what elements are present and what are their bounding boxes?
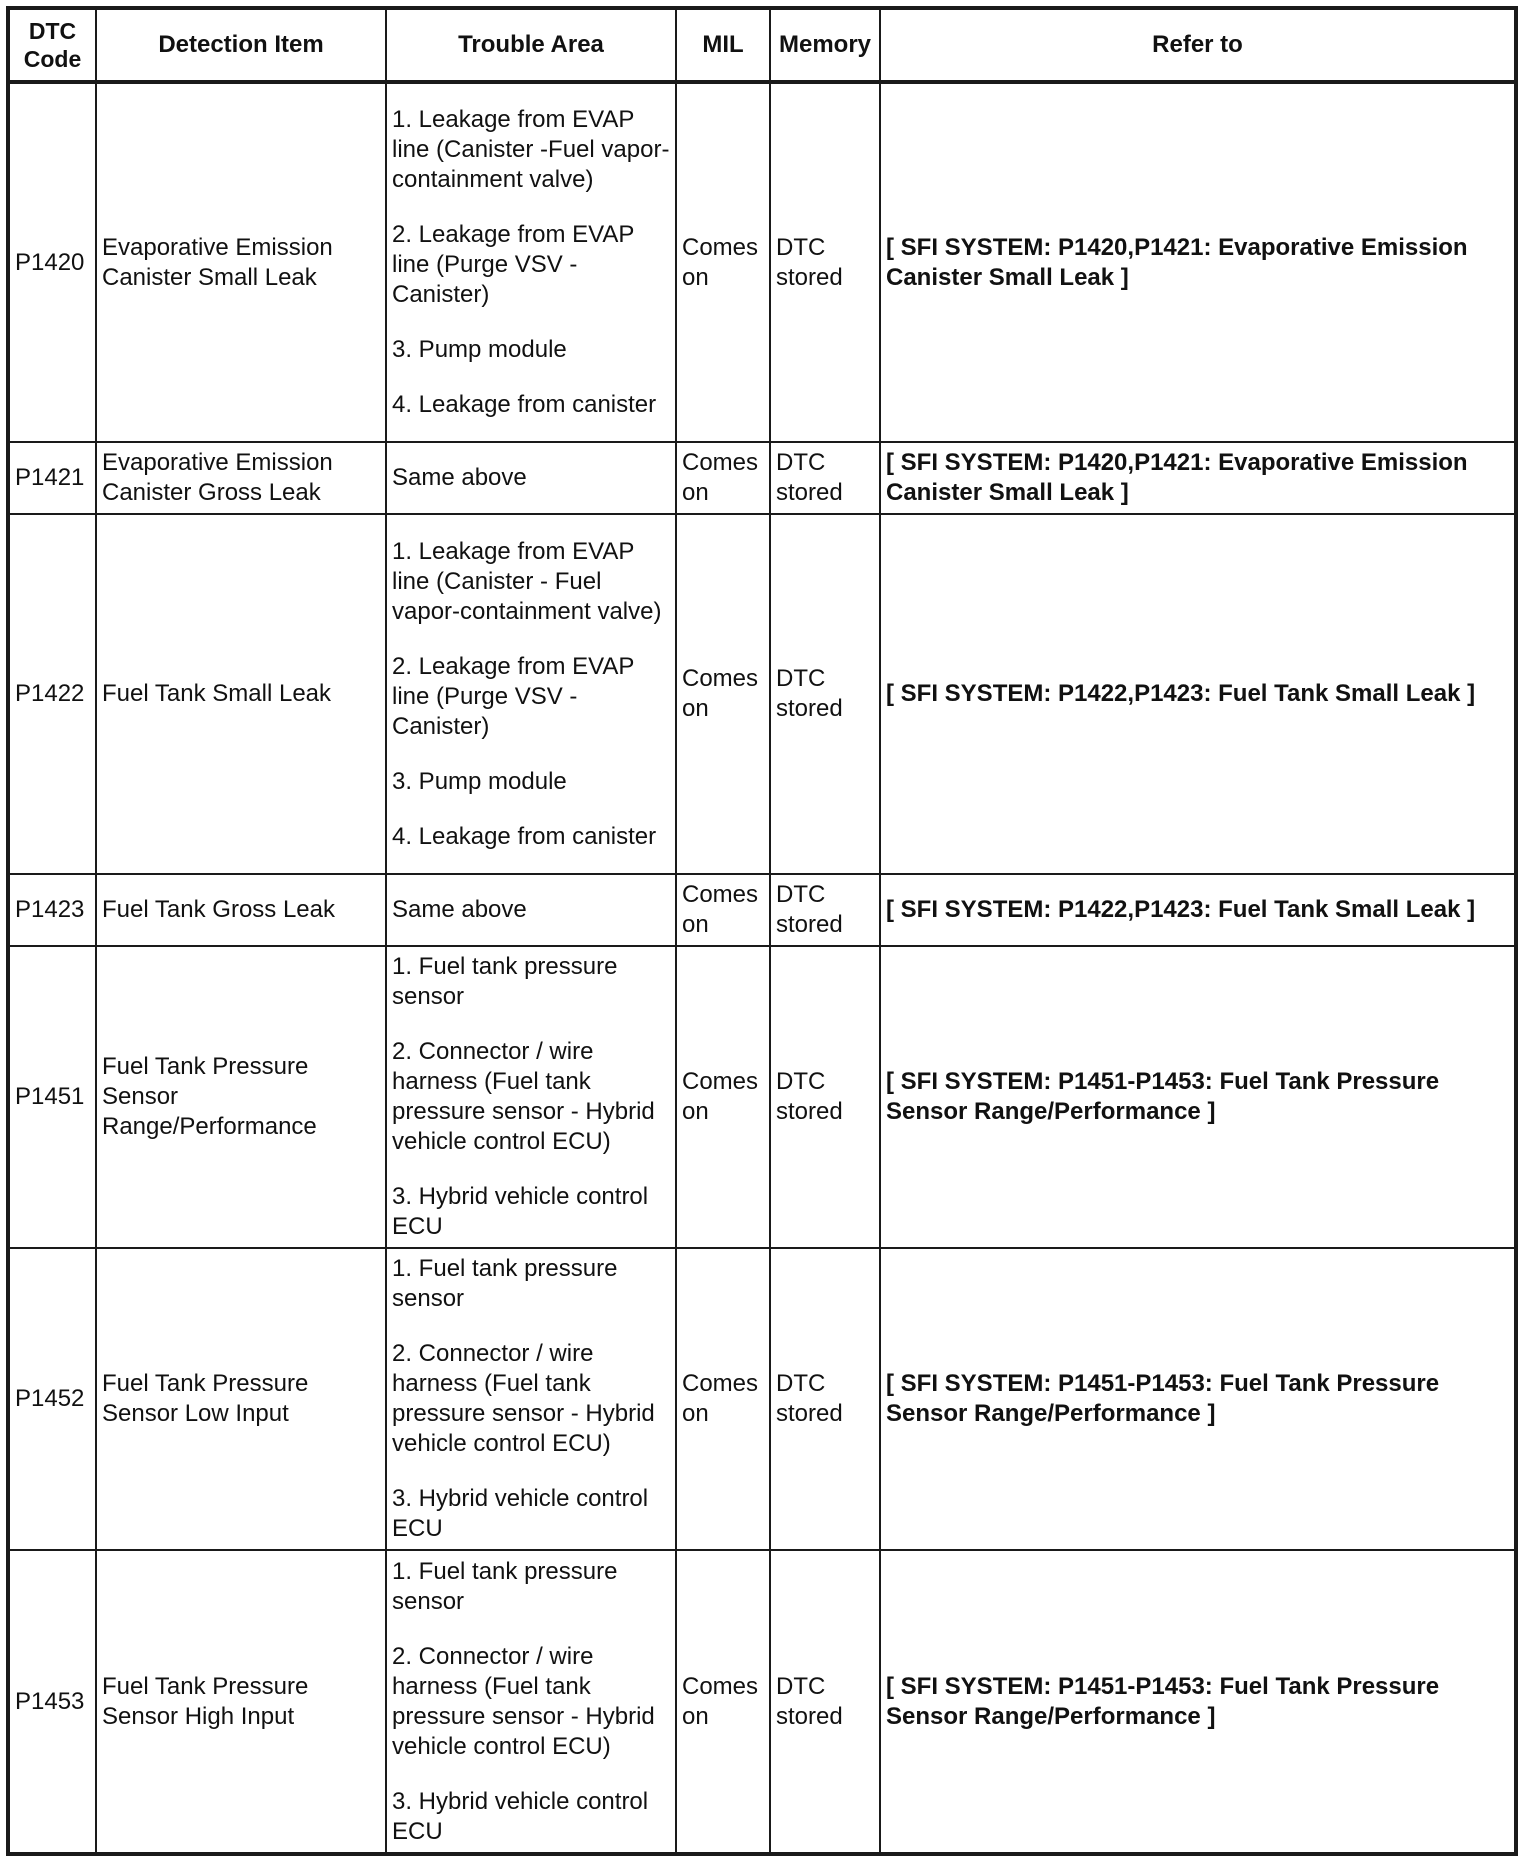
refer-to-cell: [ SFI SYSTEM: P1451-P1453: Fuel Tank Pressure Sensor Range/Performance ] (880, 1248, 1516, 1550)
dtc-code-cell: P1422 (8, 514, 96, 874)
trouble-area-item: 2. Connector / wire harness (Fuel tank pressure sensor - Hybrid vehicle control ECU) (392, 1642, 655, 1760)
memory-cell: DTC stored (770, 442, 880, 514)
dtc-code-cell: P1420 (8, 82, 96, 442)
dtc-code-cell: P1423 (8, 874, 96, 946)
mil-cell: Comes on (676, 514, 770, 874)
table-row (8, 442, 1516, 514)
table-row (8, 1550, 1516, 1854)
header-trouble-area: Trouble Area (386, 8, 676, 82)
mil-cell: Comes on (676, 1550, 770, 1854)
table-row (8, 82, 1516, 442)
refer-to-cell: [ SFI SYSTEM: P1451-P1453: Fuel Tank Pressure Sensor Range/Performance ] (880, 1550, 1516, 1854)
refer-to-cell: [ SFI SYSTEM: P1451-P1453: Fuel Tank Pressure Sensor Range/Performance ] (880, 946, 1516, 1248)
header-detection-item: Detection Item (96, 8, 386, 82)
dtc-code-cell: P1453 (8, 1550, 96, 1854)
memory-cell: DTC stored (770, 82, 880, 442)
table-body (8, 82, 1516, 1854)
memory-cell: DTC stored (770, 514, 880, 874)
table-row (8, 946, 1516, 1248)
header-refer-to: Refer to (880, 8, 1516, 82)
trouble-area-item: 3. Pump module (392, 767, 567, 795)
trouble-area-item: Same above (392, 464, 527, 491)
trouble-area-cell (386, 514, 676, 874)
header-mil: MIL (676, 8, 770, 82)
trouble-area-cell (386, 82, 676, 442)
trouble-area-item: 3. Hybrid vehicle control ECU (392, 1787, 649, 1845)
dtc-table-container (6, 6, 1518, 1856)
mil-cell: Comes on (676, 442, 770, 514)
trouble-area-cell (386, 874, 676, 946)
refer-to-cell: [ SFI SYSTEM: P1422,P1423: Fuel Tank Small Leak ] (880, 874, 1516, 946)
header-memory: Memory (770, 8, 880, 82)
trouble-area-item: 3. Hybrid vehicle control ECU (392, 1183, 649, 1240)
trouble-area-item: Same above (392, 896, 527, 923)
trouble-area-item: 2. Leakage from EVAP line (Purge VSV - Canister) (392, 221, 634, 308)
dtc-code-cell: P1421 (8, 442, 96, 514)
mil-cell: Comes on (676, 82, 770, 442)
detection-item-cell: Fuel Tank Pressure Sensor High Input (96, 1550, 386, 1854)
header-dtc-code: DTC Code (8, 8, 96, 82)
table-row (8, 1248, 1516, 1550)
trouble-area-item: 1. Fuel tank pressure sensor (392, 1557, 618, 1615)
detection-item-cell: Fuel Tank Pressure Sensor Low Input (96, 1248, 386, 1550)
header-row (8, 8, 1516, 82)
detection-item-cell: Fuel Tank Pressure Sensor Range/Performance (96, 946, 386, 1248)
mil-cell: Comes on (676, 1248, 770, 1550)
trouble-area-item: 3. Hybrid vehicle control ECU (392, 1485, 649, 1542)
detection-item-cell: Fuel Tank Small Leak (96, 514, 386, 874)
trouble-area-item: 1. Fuel tank pressure sensor (392, 1255, 618, 1312)
detection-item-cell: Evaporative Emission Canister Small Leak (96, 82, 386, 442)
trouble-area-cell (386, 442, 676, 514)
table-row (8, 874, 1516, 946)
trouble-area-item: 1. Fuel tank pressure sensor (392, 953, 618, 1010)
memory-cell: DTC stored (770, 1248, 880, 1550)
memory-cell: DTC stored (770, 946, 880, 1248)
trouble-area-item: 2. Connector / wire harness (Fuel tank pressure sensor - Hybrid vehicle control ECU) (392, 1038, 655, 1155)
mil-cell: Comes on (676, 946, 770, 1248)
refer-to-cell: [ SFI SYSTEM: P1420,P1421: Evaporative Emission Canister Small Leak ] (880, 442, 1516, 514)
memory-cell: DTC stored (770, 1550, 880, 1854)
trouble-area-item: 4. Leakage from canister (392, 822, 657, 850)
refer-to-cell: [ SFI SYSTEM: P1420,P1421: Evaporative Emission Canister Small Leak ] (880, 82, 1516, 442)
dtc-code-cell: P1452 (8, 1248, 96, 1550)
trouble-area-item: 2. Leakage from EVAP line (Purge VSV - Canister) (392, 652, 634, 740)
trouble-area-item: 2. Connector / wire harness (Fuel tank pressure sensor - Hybrid vehicle control ECU) (392, 1340, 655, 1457)
trouble-area-cell (386, 1550, 676, 1854)
mil-cell: Comes on (676, 874, 770, 946)
trouble-area-item: 1. Leakage from EVAP line (Canister - Fuel vapor-containment valve) (392, 537, 662, 625)
trouble-area-cell (386, 1248, 676, 1550)
dtc-code-cell: P1451 (8, 946, 96, 1248)
refer-to-cell: [ SFI SYSTEM: P1422,P1423: Fuel Tank Small Leak ] (880, 514, 1516, 874)
detection-item-cell: Evaporative Emission Canister Gross Leak (96, 442, 386, 514)
dtc-table (6, 6, 1518, 1856)
detection-item-cell: Fuel Tank Gross Leak (96, 874, 386, 946)
table-row (8, 514, 1516, 874)
trouble-area-item: 4. Leakage from canister (392, 391, 657, 418)
trouble-area-item: 3. Pump module (392, 336, 567, 363)
trouble-area-item: 1. Leakage from EVAP line (Canister -Fuel vapor-containment valve) (392, 106, 670, 193)
memory-cell: DTC stored (770, 874, 880, 946)
trouble-area-cell (386, 946, 676, 1248)
